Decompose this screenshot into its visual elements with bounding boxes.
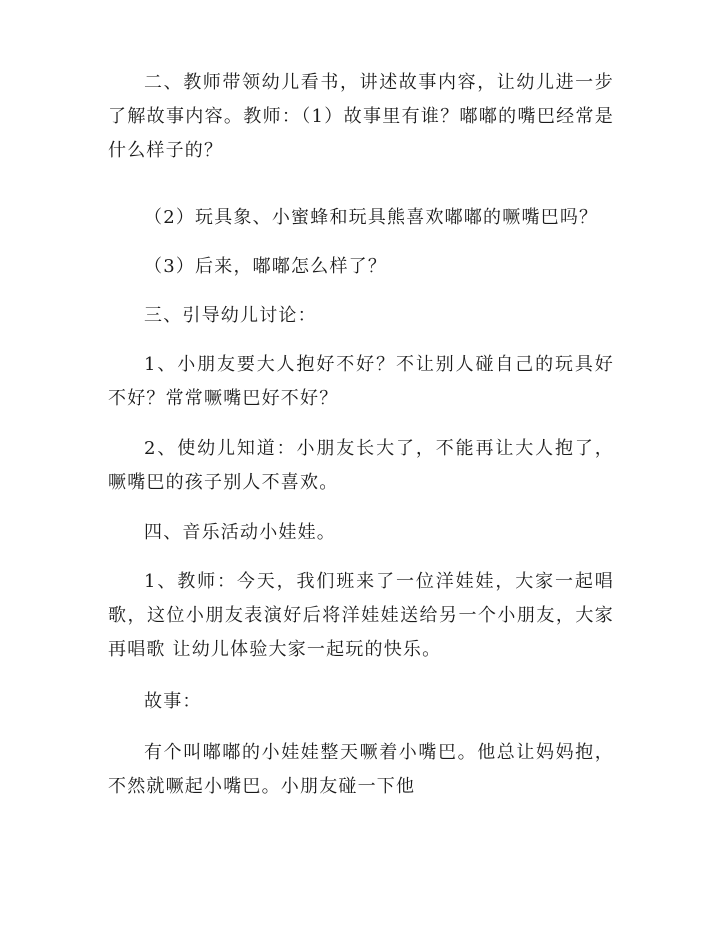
paragraph-story-heading: 故事：: [144, 691, 202, 712]
paragraph-discussion-one: 1、小朋友要大人抱好不好？不让别人碰自己的玩具好不好？常常噘嘴巴好不好？: [108, 354, 614, 409]
paragraph-section-three: 三、引导幼儿讨论：: [144, 305, 317, 326]
paragraph-story-text: 有个叫嘟嘟的小娃娃整天噘着小嘴巴。他总让妈妈抱，不然就噘起小嘴巴。小朋友碰一下他: [108, 742, 614, 797]
paragraph-discussion-two: 2、使幼儿知道：小朋友长大了，不能再让大人抱了，噘嘴巴的孩子别人不喜欢。: [108, 438, 614, 493]
paragraph-music-activity: 1、教师：今天，我们班来了一位洋娃娃，大家一起唱歌，这位小朋友表演好后将洋娃娃送给另一个小朋友，大家再唱歌 让幼儿体验大家一起玩的快乐。: [108, 571, 614, 660]
paragraph-section-four: 四、音乐活动小娃娃。: [144, 522, 336, 543]
paragraph-section-two: 二、教师带领幼儿看书，讲述故事内容，让幼儿进一步了解故事内容。教师：（1）故事里有谁？嘟嘟的嘴巴经常是什么样子的？: [108, 72, 614, 161]
paragraph-question-three: （3）后来，嘟嘟怎么样了？: [144, 256, 388, 277]
paragraph-question-two: （2）玩具象、小蜜蜂和玩具熊喜欢嘟嘟的噘嘴巴吗？: [144, 207, 599, 228]
